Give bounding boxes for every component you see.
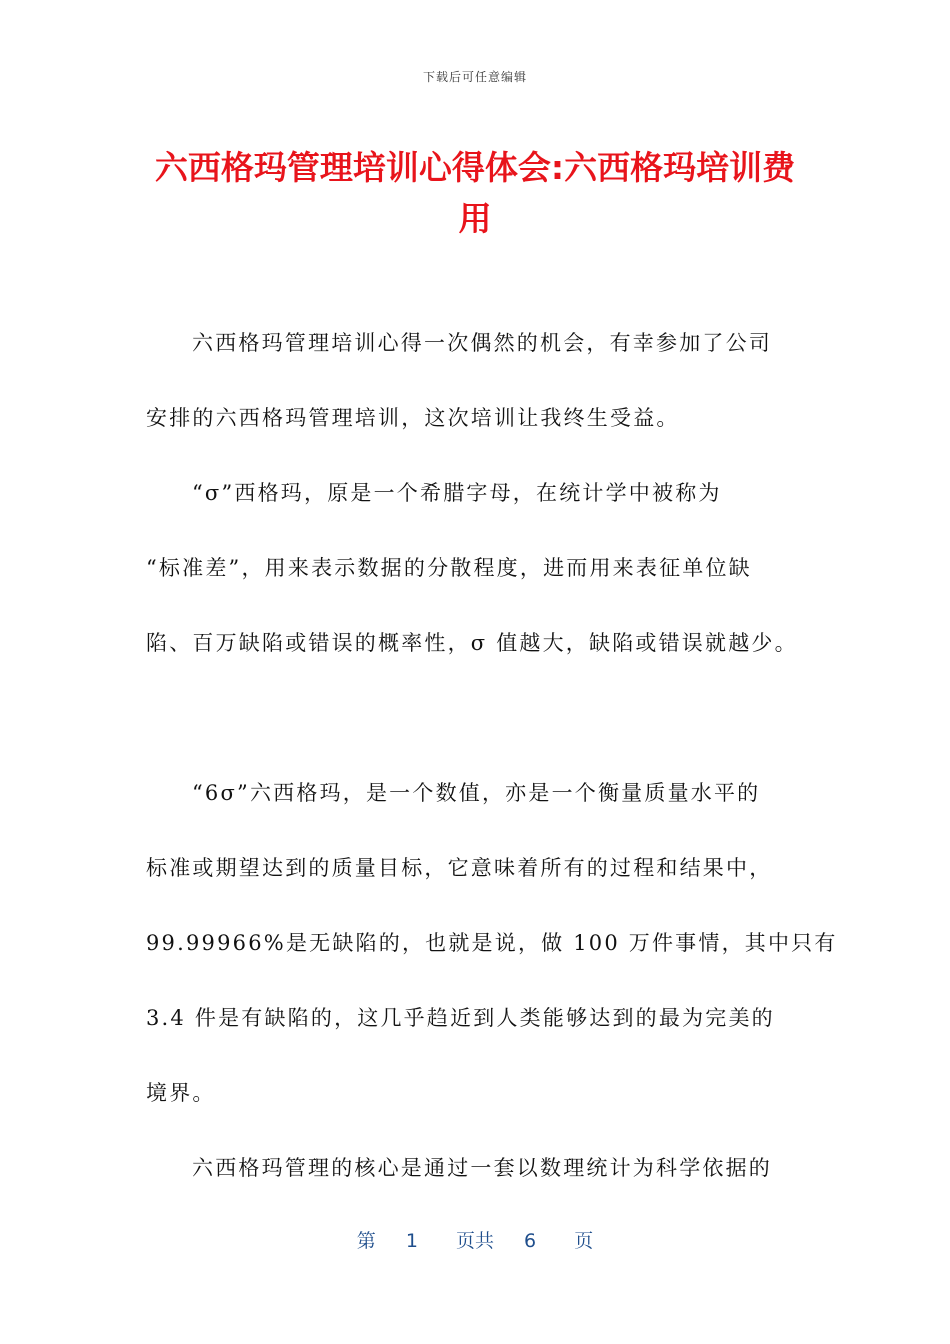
footer-middle: 页共 <box>455 1230 494 1252</box>
paragraph-3 <box>146 756 836 1131</box>
header-note: 下载后可任意编辑 <box>422 70 527 84</box>
paragraph-2 <box>146 456 836 681</box>
paragraph-1 <box>146 306 836 456</box>
paragraph-3-line-4: 3.4 件是有缺陷的，这几乎趋近到人类能够达到的最为完美的 <box>146 1006 775 1030</box>
paragraph-4-line-1: 六西格玛管理的核心是通过一套以数理统计为科学依据的 <box>192 1156 772 1180</box>
paragraph-2-line-1: “σ”西格玛，原是一个希腊字母，在统计学中被称为 <box>192 481 722 505</box>
title-line-1: 六西格玛管理培训心得体会:六西格玛培训费 <box>154 148 796 187</box>
paragraph-2-line-3: 陷、百万缺陷或错误的概率性，σ 值越大，缺陷或错误就越少。 <box>146 631 798 655</box>
paragraph-2-line-2: “标准差”，用来表示数据的分散程度，进而用来表征单位缺 <box>146 556 752 580</box>
document-title <box>130 142 820 244</box>
paragraph-3-line-1: “6σ”六西格玛，是一个数值，亦是一个衡量质量水平的 <box>192 781 761 805</box>
footer-suffix: 页 <box>574 1230 594 1252</box>
footer-total-pages: 6 <box>524 1230 537 1252</box>
paragraph-3-line-3: 99.99966%是无缺陷的，也就是说，做 100 万件事情，其中只有 <box>146 931 838 955</box>
paragraph-1-line-2: 安排的六西格玛管理培训，这次培训让我终生受益。 <box>146 406 680 430</box>
footer-current-page: 1 <box>405 1230 418 1252</box>
paragraph-4 <box>146 1131 836 1206</box>
page-footer <box>0 1226 950 1253</box>
footer-prefix: 第 <box>356 1230 376 1252</box>
paragraph-1-line-1: 六西格玛管理培训心得一次偶然的机会，有幸参加了公司 <box>192 331 772 355</box>
title-line-2: 用 <box>458 199 492 238</box>
paragraph-3-line-5: 境界。 <box>146 1081 216 1105</box>
paragraph-3-line-2: 标准或期望达到的质量目标，它意味着所有的过程和结果中， <box>146 856 773 880</box>
